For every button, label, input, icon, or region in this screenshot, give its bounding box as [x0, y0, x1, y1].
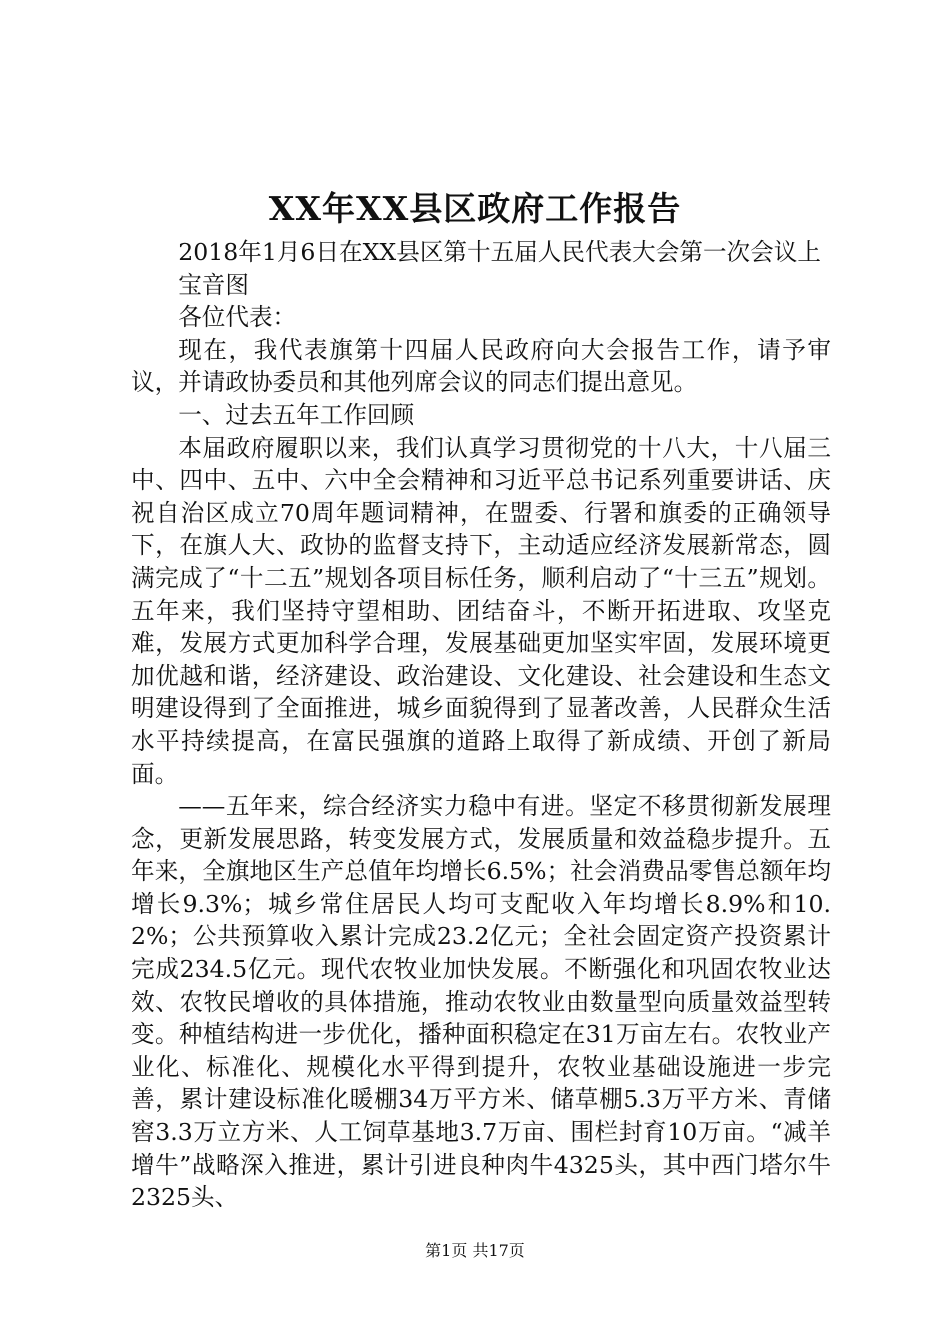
body-paragraph: 本届政府履职以来，我们认真学习贯彻党的十八大，十八届三中、四中、五中、六中全会精神和习近平总书记系列重要讲话、庆祝自治区成立70周年题词精神，在盟委、行署和旗委的正确领导下，在旗人大、政协的监督支持下，主动适应经济发展新常态，圆满完成了“十二五”规划各项目标任务，顺利启动了“十三五”规划。五年来，我们坚持守望相助、团结奋斗，不断开拓进取、攻坚克难，发展方式更加科学合理，发展基础更加坚实牢固，发展环境更加优越和谐，经济建设、政治建设、文化建设、社会建设和生态文明建设得到了全面推进，城乡面貌得到了显著改善，人民群众生活水平持续提高，在富民强旗的道路上取得了新成绩、开创了新局面。 — [131, 433, 831, 788]
speaker-name: 宝音图 — [178, 270, 249, 299]
document-body — [131, 236, 831, 1214]
section-heading: 一、过去五年工作回顾 — [178, 400, 415, 429]
meeting-line: 2018年1月6日在XX县区第十五届人民代表大会第一次会议上 — [178, 238, 821, 266]
body-paragraph: ——五年来，综合经济实力稳中有进。坚定不移贯彻新发展理念，更新发展思路，转变发展方式，发展质量和效益稳步提升。五年来，全旗地区生产总值年均增长6.5%；社会消费品零售总额年均增长9.3%；城乡常住居民人均可支配收入年均增长8.9%和10.2%；公共预算收入累计完成23.2亿元；全社会固定资产投资累计完成234.5亿元。现代农牧业加快发展。不断强化和巩固农牧业达效、农牧民增收的具体措施，推动农牧业由数量型向质量效益型转变。种植结构进一步优化，播种面积稳定在31万亩左右。农牧业产业化、标准化、规模化水平得到提升，农牧业基础设施进一步完善，累计建设标准化暖棚34万平方米、储草棚5.3万平方米、青储窖3.3万立方米、人工饲草基地3.7万亩、围栏封育10万亩。“减羊增牛”战略深入推进，累计引进良种肉牛4325头，其中西门塔尔牛2325头、 — [131, 792, 831, 1212]
salutation: 各位代表： — [178, 303, 297, 332]
document-title: XX年XX县区政府工作报告 — [268, 189, 682, 228]
page-footer: 第1页 共17页 — [425, 1241, 525, 1260]
intro-paragraph: 现在，我代表旗第十四届人民政府向大会报告工作，请予审议，并请政协委员和其他列席会议的同志们提出意见。 — [131, 335, 831, 397]
